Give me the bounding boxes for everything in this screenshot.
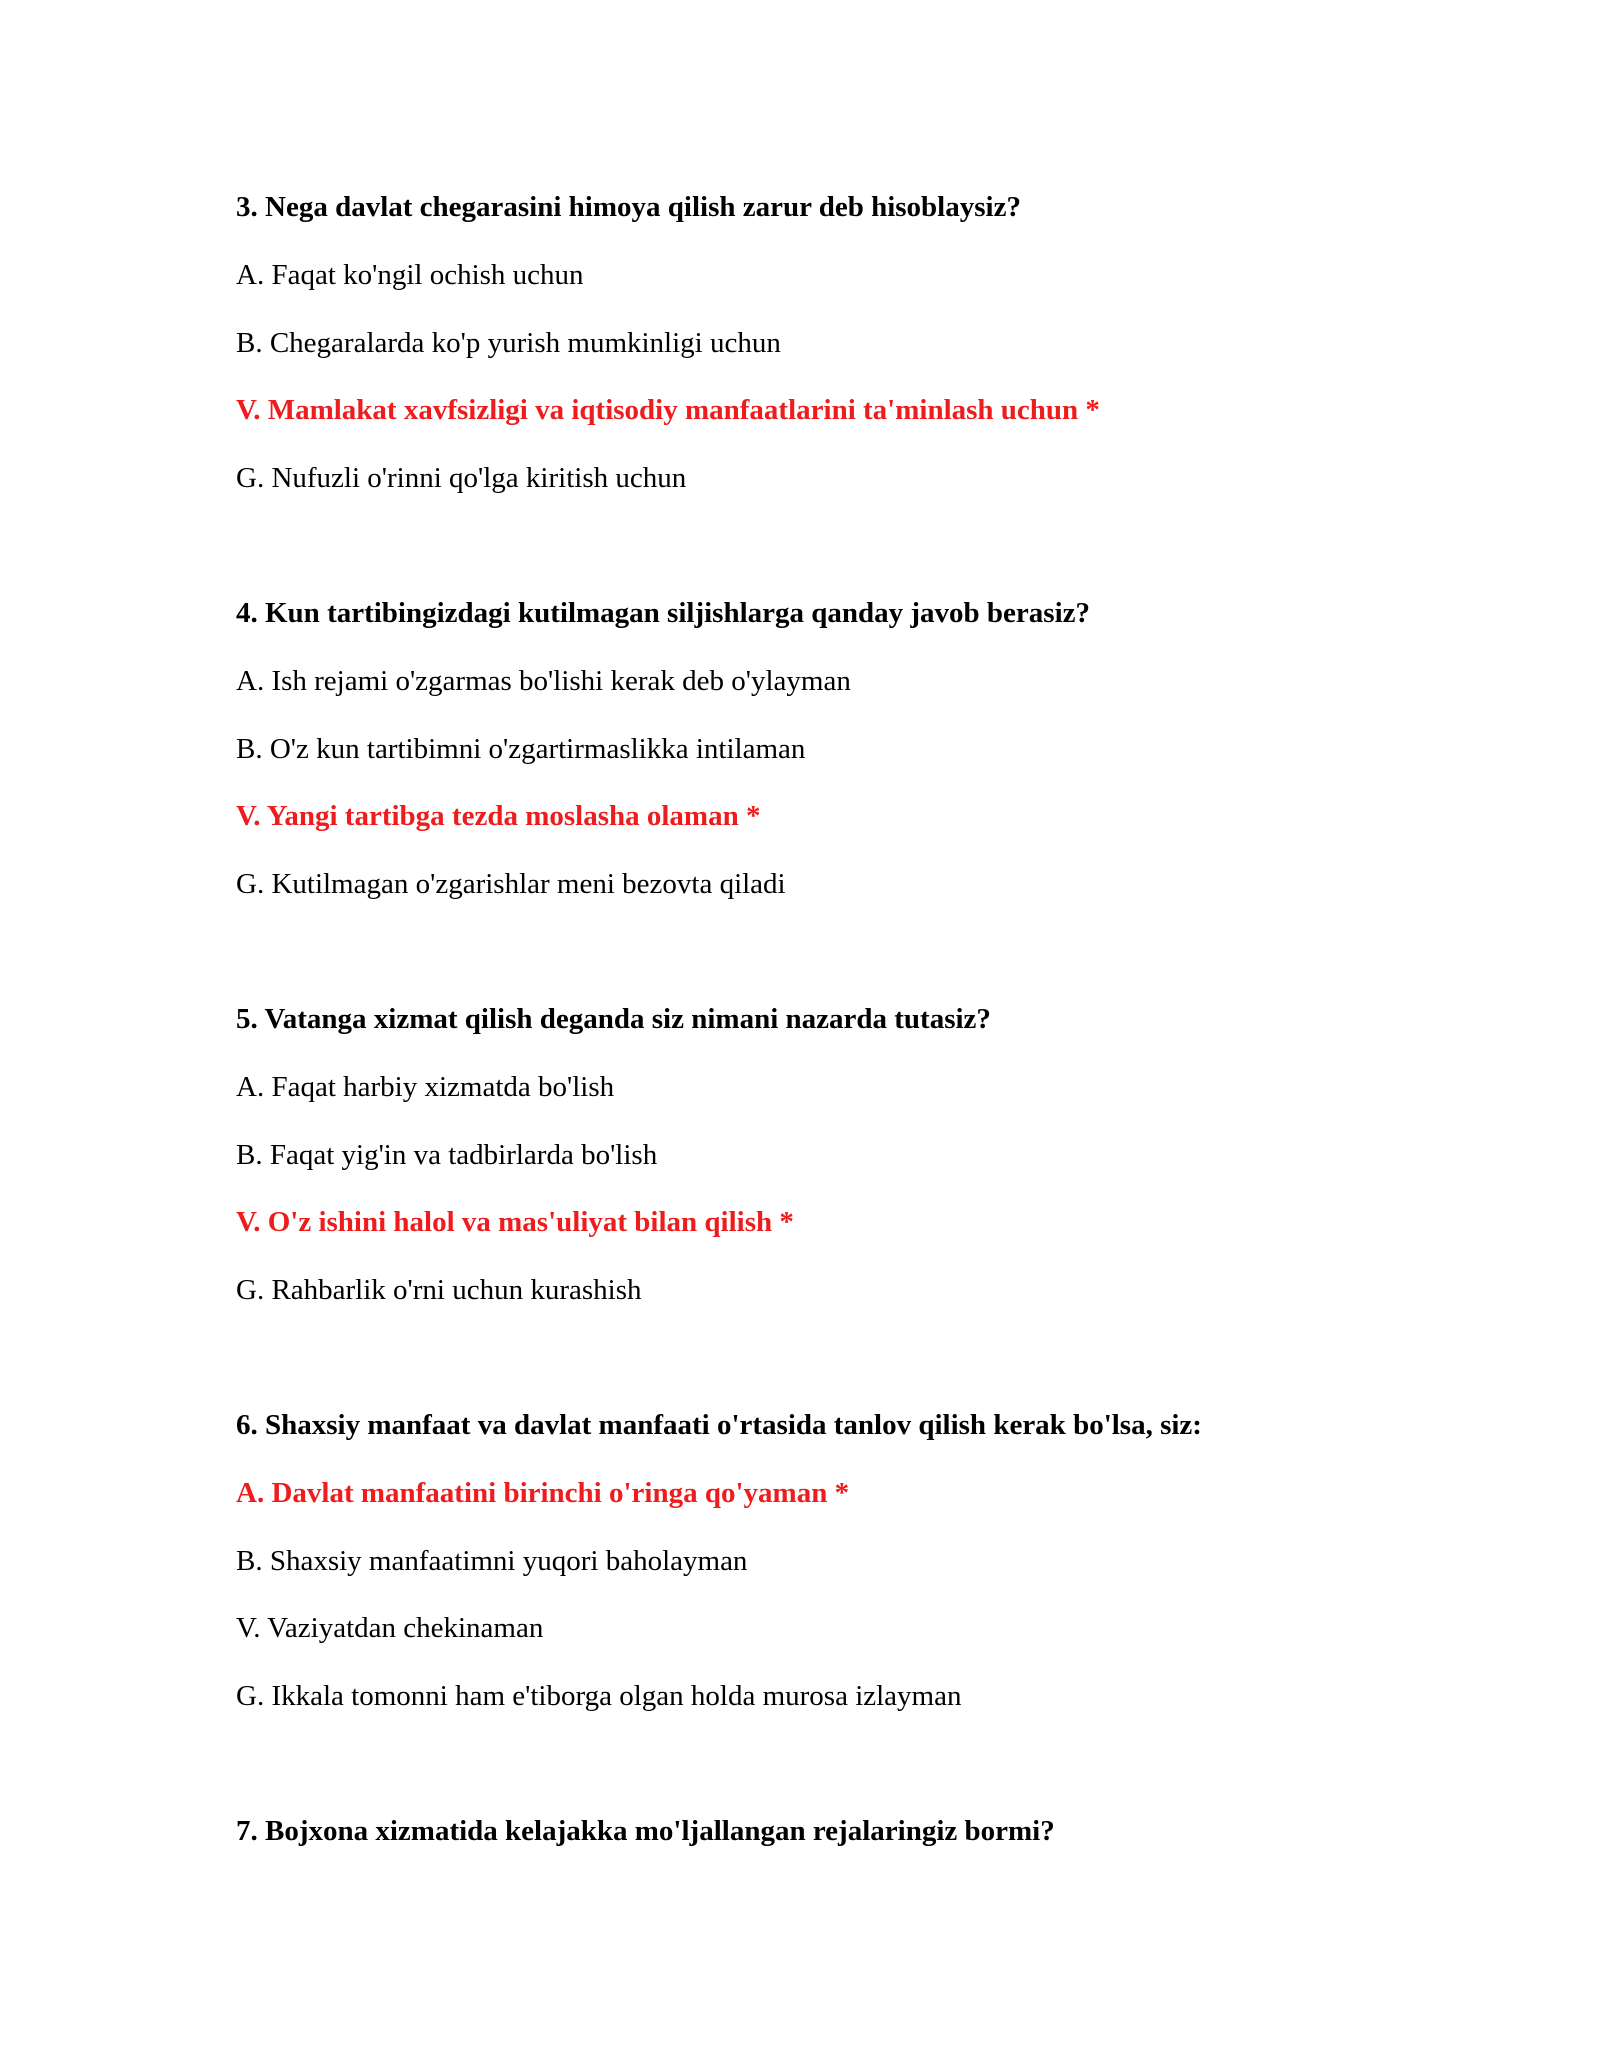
answer-option: A. Faqat ko'ngil ochish uchun [236, 259, 584, 291]
answer-option: G. Nufuzli o'rinni qo'lga kiritish uchun [236, 462, 687, 494]
answer-option: A. Ish rejami o'zgarmas bo'lishi kerak deb o'ylayman [236, 665, 851, 697]
answer-option-correct: A. Davlat manfaatini birinchi o'ringa qo'yaman * [236, 1477, 850, 1509]
answer-option: G. Rahbarlik o'rni uchun kurashish [236, 1274, 642, 1306]
answer-option: B. Faqat yig'in va tadbirlarda bo'lish [236, 1139, 658, 1171]
question-title: 3. Nega davlat chegarasini himoya qilish zarur deb hisoblaysiz? [236, 191, 1021, 223]
answer-option: G. Kutilmagan o'zgarishlar meni bezovta qiladi [236, 868, 786, 900]
question-title: 7. Bojxona xizmatida kelajakka mo'ljallangan rejalaringiz bormi? [236, 1815, 1055, 1847]
answer-option-correct: V. Mamlakat xavfsizligi va iqtisodiy manfaatlarini ta'minlash uchun * [236, 394, 1100, 426]
answer-option: B. Shaxsiy manfaatimni yuqori baholayman [236, 1545, 748, 1577]
answer-option: A. Faqat harbiy xizmatda bo'lish [236, 1071, 615, 1103]
question-title: 6. Shaxsiy manfaat va davlat manfaati o'rtasida tanlov qilish kerak bo'lsa, siz: [236, 1409, 1202, 1441]
answer-option: V. Vaziyatdan chekinaman [236, 1612, 544, 1644]
answer-option-correct: V. Yangi tartibga tezda moslasha olaman * [236, 800, 761, 832]
question-title: 5. Vatanga xizmat qilish deganda siz nimani nazarda tutasiz? [236, 1003, 991, 1035]
question-title: 4. Kun tartibingizdagi kutilmagan siljishlarga qanday javob berasiz? [236, 597, 1091, 629]
answer-option: B. O'z kun tartibimni o'zgartirmaslikka intilaman [236, 733, 806, 765]
answer-option: B. Chegaralarda ko'p yurish mumkinligi uchun [236, 327, 781, 359]
answer-option-correct: V. O'z ishini halol va mas'uliyat bilan qilish * [236, 1206, 794, 1238]
answer-option: G. Ikkala tomonni ham e'tiborga olgan holda murosa izlayman [236, 1680, 962, 1712]
